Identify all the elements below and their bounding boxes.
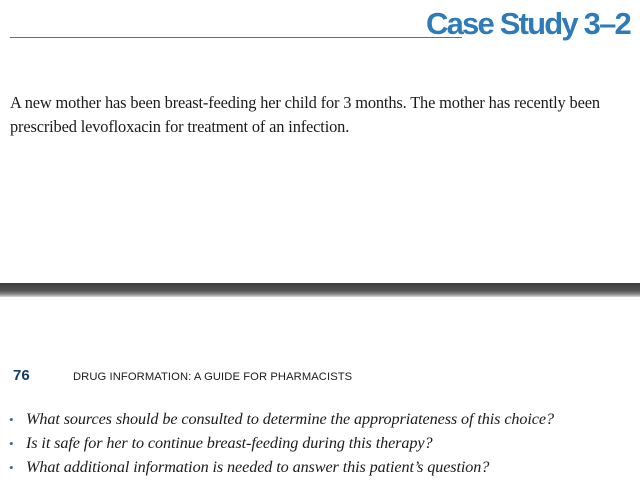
case-study-description: A new mother has been breast-feeding her child for 3 months. The mother has recently been prescribed levofloxacin for treatment of an infection. [10, 93, 600, 136]
bullet-icon: • [9, 436, 14, 451]
question-text: What sources should be consulted to determine the appropriateness of this choice? [26, 410, 554, 428]
running-header [13, 367, 352, 387]
case-study-title: Case Study 3–2 [426, 6, 630, 41]
bullet-icon: • [9, 460, 14, 475]
question-text: Is it safe for her to continue breast-feeding during this therapy? [26, 434, 433, 452]
question-item-information [8, 458, 638, 482]
page-break-divider [0, 283, 640, 297]
page-number: 76 [13, 367, 30, 384]
book-title: DRUG INFORMATION: A GUIDE FOR PHARMACISTS [73, 371, 353, 383]
title-rule [10, 37, 462, 38]
question-item-sources [8, 410, 638, 434]
question-item-safety [8, 434, 638, 458]
bullet-icon: • [9, 412, 14, 427]
question-text: What additional information is needed to answer this patient’s question? [26, 458, 490, 476]
question-list [8, 410, 638, 482]
